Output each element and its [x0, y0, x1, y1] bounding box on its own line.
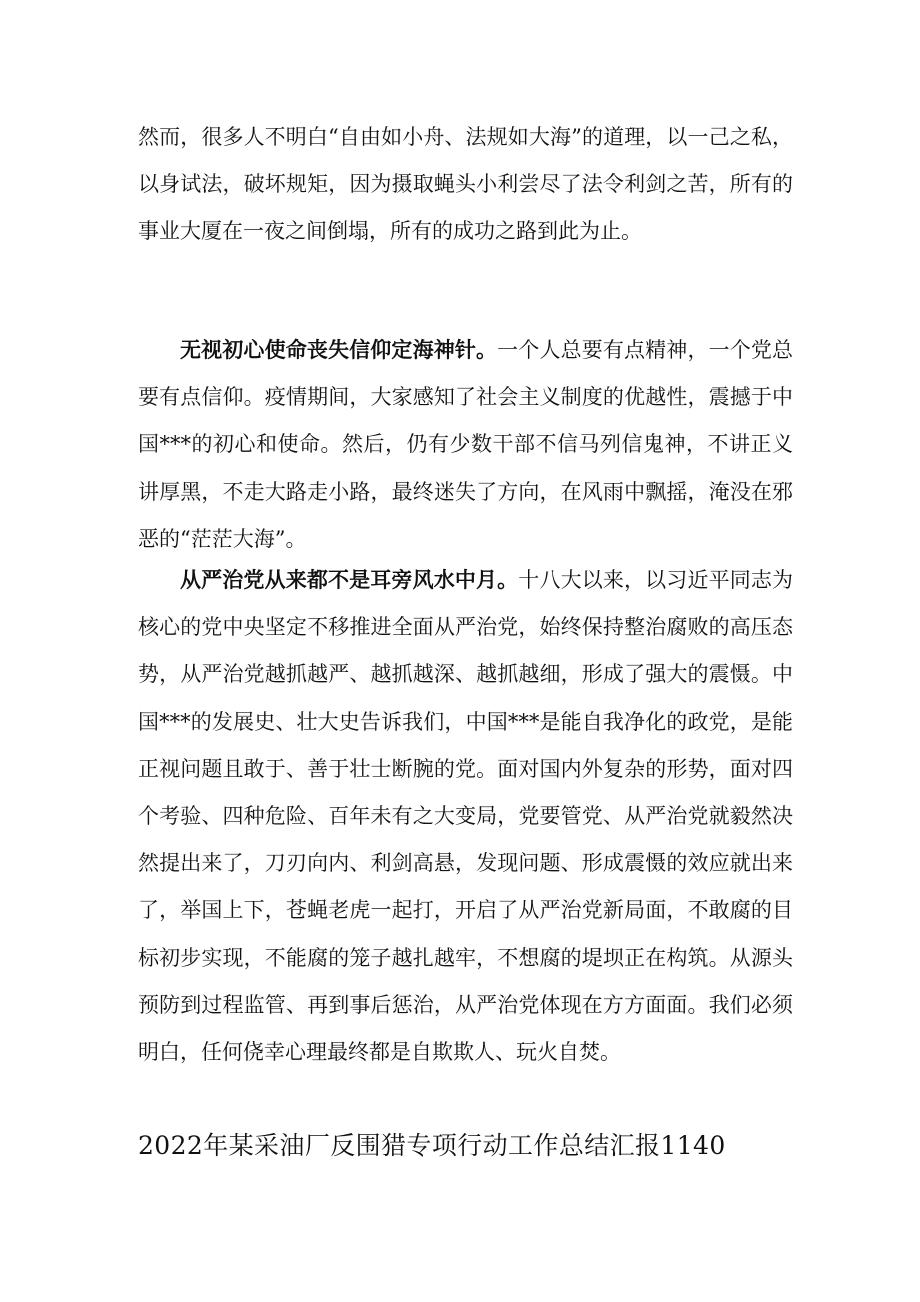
paragraph-2-text: 一个人总要有点精神，一个党总要有点信仰。疫情期间，大家感知了社会主义制度的优越性，震撼于中国***的初心和使命。然后，仍有少数干部不信马列信鬼神，不讲正义讲厚黑，不走大路走小路，最终迷失了方向，在风雨中飘摇，淹没在邪恶的“茫茫大海”。: [138, 338, 794, 551]
paragraph-1-text: 然而，很多人不明白“自由如小舟、法规如大海”的道理，以一己之私，以身试法，破坏规矩，因为摄取蝇头小利尝尽了法令利剑之苦，所有的事业大厦在一夜之间倒塌，所有的成功之路到此为止。: [138, 125, 793, 244]
paragraph-2-lead: 无视初心使命丧失信仰定海神针。: [180, 337, 498, 362]
paragraph-3-text: 十八大以来，以习近平同志为核心的党中央坚定不移推进全面从严治党，始终保持整治腐败的高压态势，从严治党越抓越严、越抓越深、越抓越细，形成了强大的震慑。中国***的发展史、壮大史告诉我们，中国***是能自我净化的政党，是能正视问题且敢于、善于壮士断腕的党。面对国内外复杂的形势，面对四个考验、四种危险、百年未有之大变局，党要管党、从严治党就毅然决然提出来了，刀刃向内、利剑高悬，发现问题、形成震慑的效应就出来了，举国上下，苍蝇老虎一起打，开启了从严治党新局面，不敢腐的目标初步实现，不能腐的笼子越扎越牢，不想腐的堤坝正在构筑。从源头预防到过程监管、再到事后惩治，从严治党体现在方方面面。我们必须明白，任何侥幸心理最终都是自欺欺人、玩火自焚。: [138, 568, 794, 1065]
document-heading: 2022年某采油厂反围猎专项行动工作总结汇报1140: [138, 1131, 726, 1160]
paragraph-1: [138, 114, 793, 256]
paragraph-3: [138, 556, 793, 1076]
paragraph-3-lead: 从严治党从来都不是耳旁风水中月。: [180, 567, 519, 592]
paragraph-2: [138, 326, 793, 563]
